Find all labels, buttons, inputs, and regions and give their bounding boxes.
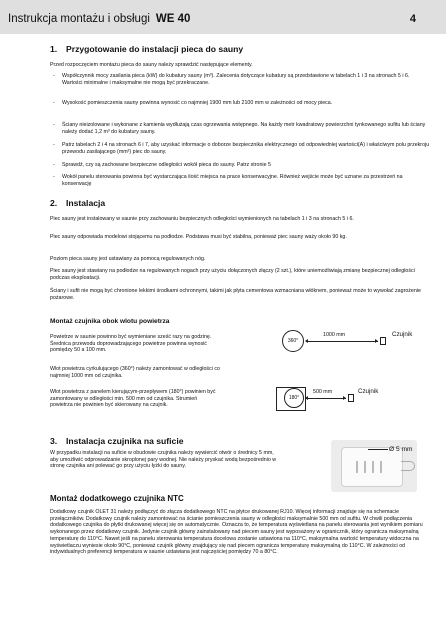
header-title-text: Instrukcja montażu i obsługi: [8, 13, 150, 25]
section2-paragraph-2: Piec sauny odpowiada modelowi stojącemu na podłodze. Podstawa musi być stabilna, ponieważ piec sauny waży około 90 kg.: [50, 234, 347, 240]
sensor-housing: [341, 447, 403, 487]
hole-pointer-line: [368, 449, 388, 450]
section1-bullet-5: - Sprawdź, czy są zachowane bezpieczne odległości wokół pieca do sauny. Patrz stronie 5: [53, 162, 430, 169]
intake-360-marker: 360°: [282, 330, 304, 352]
arrow-left-icon: [305, 339, 308, 343]
distance-line-bottom: [306, 398, 346, 399]
section2-heading: [50, 198, 105, 208]
intake-180-marker: 180°: [284, 388, 304, 408]
page-header: [0, 0, 446, 34]
vent-slot: [356, 461, 358, 473]
section1-bullet-1: - Współczynnik mocy zasilania pieca (kW) do kubatury sauny (m³). Zalecenia dotyczące kubatury są przedstawione w tabelach 1 i 3 na stronach 5 i 6. Wartości minimalne i maksymalne nie mogą być przekraczane.: [53, 73, 430, 86]
header-model: WE 40: [155, 13, 191, 25]
section2-paragraph-3: Poziom pieca sauny jest ustawiany za pomocą regulowanych nóg.: [50, 256, 206, 262]
intake-text-1: Powietrze w saunie powinno być wymieniane sześć razy na godzinę. Średnica przewodu doprowadzającego powietrze powinna wynosić pomiędzy 50 a 100 mm.: [50, 334, 212, 354]
arrow-left-icon: [305, 396, 308, 400]
section3-heading: [50, 436, 184, 446]
section1-number: 1.: [50, 44, 58, 54]
intake-text-2: Wlot powietrza cyrkulującego (360°) należy zamontować w odległości co najmniej 1000 mm od czujnika.: [50, 366, 220, 379]
sensor-icon: [348, 394, 354, 402]
distance-label-top: 1000 mm: [323, 332, 346, 338]
section2-paragraph-4: Piec sauny jest stawiany na podłodze na regulowanych nogach przy użyciu dołączonych złączy (2 szt.), które uniemożliwiają zmianę bezpiecznej odległości podczas eksploatacji.: [50, 268, 415, 281]
section2-title: Instalacja: [66, 198, 106, 208]
section2-paragraph-1: Piec sauny jest instalowany w saunie przy zachowaniu bezpiecznych odległości wymienionych na tabelach 1 i 3 na stronach 5 i 6.: [50, 216, 354, 222]
vent-slot: [364, 461, 366, 473]
section1-bullet-3: - Ściany nieizolowane i wykonane z kamienia wydłużają czas ogrzewania wstępnego. Na każdy metr kwadratowy powierzchni tynkowanego sufitu lub ściany należy dodać 1,2 m³ do kubatury sauny.: [53, 122, 430, 135]
section1-title: Przygotowanie do instalacji pieca do sauny: [66, 44, 244, 54]
section1-bullet-2: - Wysokość pomieszczenia sauny powinna wynosić co najmniej 1900 mm lub 2100 mm w zależności od mocy pieca.: [53, 100, 430, 107]
section2-number: 2.: [50, 198, 58, 208]
page-number: 4: [409, 13, 416, 25]
section1-bullet-6: - Wokół panelu sterowania powinna być wystarczająca ilość miejsca na prace konserwacyjne. Również wejście może być uznane za przestrzeń na konserwację: [53, 174, 430, 187]
hole-diameter-label: Ø 5 mm: [389, 446, 413, 453]
section1-heading: [50, 44, 243, 54]
section3-number: 3.: [50, 436, 58, 446]
arrow-right-icon: [343, 396, 346, 400]
sensor-label-top: Czujnik: [392, 331, 413, 338]
section2-paragraph-5: Ściany i sufit nie mogą być chronione lekkimi środkami ochronnymi, takimi jak płyta cementowa wzmacniana włóknem, ponieważ może to wywołać zagrożenie pożarowe.: [50, 288, 421, 301]
header-title: [8, 13, 190, 25]
distance-label-bottom: 500 mm: [313, 389, 333, 395]
section3-title: Instalacja czujnika na suficie: [66, 436, 184, 446]
intake-heading: Montaż czujnika obok wlotu powietrza: [50, 318, 170, 325]
section1-bullet-4: - Patrz tabelach 2 i 4 na stronach 6 i 7, aby uzyskać informacje o doborze bezpiecznika elektrycznego od odpowiedniej wartości(A) i właściwym polu przekroju przewodu zasilającego (mm²) piec do sauny.: [53, 142, 430, 155]
sensor-label-bottom: Czujnik: [358, 388, 379, 395]
vent-slot: [372, 461, 374, 473]
sensor-icon: [380, 337, 386, 345]
section3-text: W przypadku instalacji na suficie w obudowie czujnika należy wywiercić otwór o średnicy 5 mm, aby umożliwić odprowadzanie skroplonej pary wodnej. Nie należy pryskać wodą bezpośrednio w stronę czujnika ani polewać go przy użyciu łyżki do sauny.: [50, 450, 277, 470]
ntc-text: Dodatkowy czujnik OLET 31 należy podłączyć do złącza dodatkowego NTC na płytce drukowanej RJ10. Więcej informacji znajduje się na schemacie przełączników. Dodatkowy czujnik należy zamontować na ścianie pomieszczenia sauny w odległości maksymalnie 500 mm od sufitu. W chwili podłączenia dodatkowego czujnika do płytki drukowanej więcej się on automatycznie. Oznacza to, że temperatura wyświetlana na panelu sterowania jest wynikiem pomiaru wykonanego przez dodatkowy czujnik. Jedynie czujnik główny zainstalowany nad piecem sauny jest wyposażony w ogranicznik, który ogranicza maksymalną temperaturę do 110°C. Nawet jeśli na panelu sterowania temperatura docelowa zostanie ustawiona na 110°C, maksymalna wartość temperatury widoczna na wyświetlaczu wyniesie około 90°C, ponieważ czujnik główny znajdujący się nad piecem ogranicza temperaturę maksymalną do 110°C. W zależności od indywidualnych preferencji temperatura w saunie ustawiana jest najczęściej pomiędzy 70 a 80°C.: [50, 509, 423, 556]
intake-text-3: Wlot powietrza z panelem kierującym-przepływem (180°) powinien być zamontowany w odległości min. 500 mm od czujnika. Strumień powietrza nie powinien być skierowany na czujnik.: [50, 389, 216, 409]
ntc-heading: Montaż dodatkowego czujnika NTC: [50, 494, 184, 503]
arrow-right-icon: [375, 339, 378, 343]
section1-intro: Przed rozpoczęciem montażu pieca do sauny należy sprawdzić następujące elementy.: [50, 62, 253, 68]
vent-slot: [380, 461, 382, 473]
distance-line-top: [306, 341, 378, 342]
sensor-cable: [401, 461, 415, 471]
